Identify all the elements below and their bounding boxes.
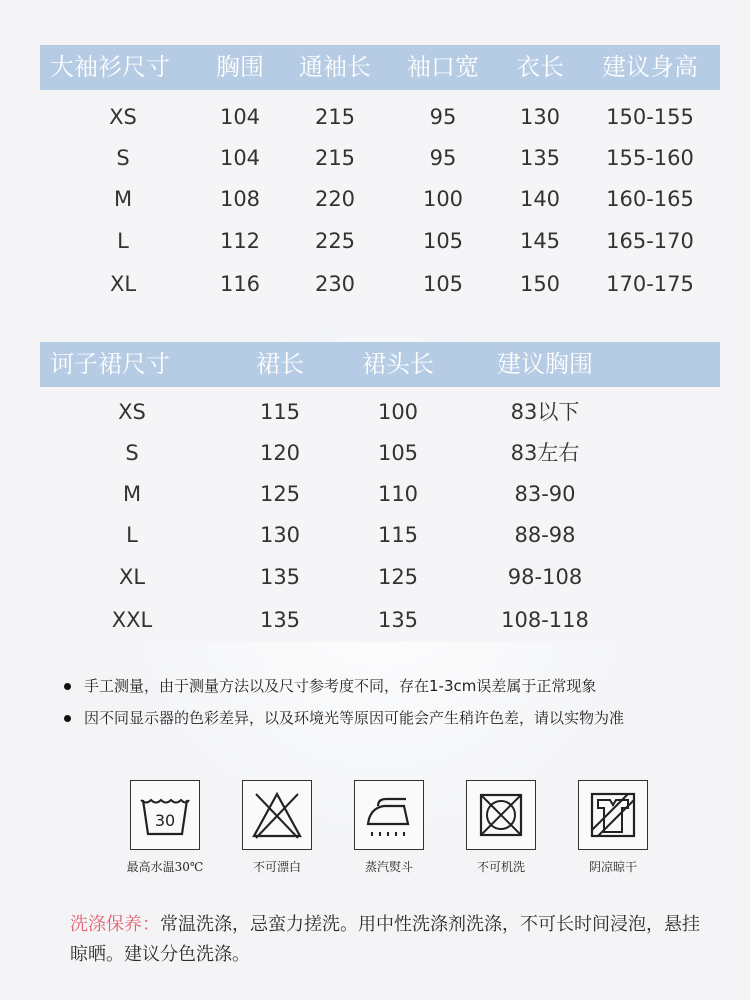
header-cell: 裙头长 — [362, 350, 434, 378]
table-cell: 105 — [422, 229, 464, 253]
bullet-icon — [64, 683, 71, 690]
header-cell: 大袖衫尺寸 — [50, 53, 170, 81]
table-cell: 150-155 — [606, 105, 694, 129]
no-bleach-icon — [242, 780, 312, 850]
table-cell: 215 — [314, 105, 356, 129]
skirt-size-table — [40, 342, 720, 642]
table-cell: 104 — [219, 146, 261, 170]
table-cell: 108 — [219, 187, 261, 211]
washing-tag: 洗涤保养： — [70, 914, 160, 935]
table-cell: 225 — [314, 229, 356, 253]
table-cell: 220 — [314, 187, 356, 211]
table-cell: 170-175 — [606, 272, 694, 296]
table-row — [40, 515, 720, 555]
table-cell: XS — [118, 400, 146, 424]
header-cell: 胸围 — [216, 53, 264, 81]
table-cell: 95 — [429, 146, 457, 170]
header-cell: 衣长 — [516, 53, 564, 81]
table-cell: 130 — [259, 523, 301, 547]
table-row — [40, 138, 720, 178]
header-cell: 建议胸围 — [497, 350, 593, 378]
table-row — [40, 392, 720, 432]
washing-instructions — [70, 910, 710, 970]
table-cell: 83-90 — [514, 482, 576, 506]
table-cell: 83以下 — [510, 400, 580, 424]
table-cell: 115 — [377, 523, 419, 547]
no-machine-wash-icon — [466, 780, 536, 850]
skirt-table-header — [40, 342, 720, 387]
list-item — [62, 670, 722, 702]
care-label: 阴凉晾干 — [588, 860, 637, 874]
table-cell: XXL — [111, 608, 153, 632]
header-cell: 裙长 — [256, 350, 304, 378]
table-cell: 108-118 — [501, 608, 589, 632]
table-cell: 135 — [259, 608, 301, 632]
top-table-header — [40, 45, 720, 90]
table-cell: L — [117, 229, 129, 253]
washing-text: 常温洗涤，忌蛮力搓洗。用中性洗涤剂洗涤，不可长时间浸泡，悬挂晾晒。建议分色洗涤。 — [70, 914, 700, 965]
table-cell: 98-108 — [507, 565, 583, 589]
table-cell: 105 — [377, 441, 419, 465]
table-row — [40, 264, 720, 304]
care-label: 最高水温30℃ — [126, 860, 204, 874]
table-cell: 83左右 — [510, 441, 580, 465]
table-cell: 215 — [314, 146, 356, 170]
table-cell: 115 — [259, 400, 301, 424]
table-row — [40, 97, 720, 137]
table-cell: 130 — [519, 105, 561, 129]
table-cell: XS — [109, 105, 137, 129]
table-cell: 95 — [429, 105, 457, 129]
table-row — [40, 433, 720, 473]
table-cell: 135 — [519, 146, 561, 170]
table-cell: S — [116, 146, 130, 170]
top-size-table — [40, 45, 720, 313]
table-row — [40, 600, 720, 640]
header-cell: 通袖长 — [299, 53, 371, 81]
header-cell: 诃子裙尺寸 — [50, 350, 170, 378]
table-cell: 140 — [519, 187, 561, 211]
table-cell: 160-165 — [606, 187, 694, 211]
bullet-icon — [64, 715, 71, 722]
table-cell: 135 — [377, 608, 419, 632]
care-item-wash — [110, 780, 220, 875]
table-cell: 100 — [377, 400, 419, 424]
care-item-iron — [334, 780, 444, 875]
table-cell: 105 — [422, 272, 464, 296]
table-cell: XL — [118, 565, 146, 589]
wash-30-icon — [130, 780, 200, 850]
care-label: 蒸汽熨斗 — [364, 860, 413, 874]
table-cell: 120 — [259, 441, 301, 465]
table-cell: 125 — [259, 482, 301, 506]
table-cell: 104 — [219, 105, 261, 129]
table-cell: 116 — [219, 272, 261, 296]
table-cell: M — [113, 187, 133, 211]
table-row — [40, 474, 720, 514]
table-cell: L — [126, 523, 138, 547]
table-cell: 88-98 — [514, 523, 576, 547]
notes-list — [62, 670, 722, 734]
table-cell: 135 — [259, 565, 301, 589]
table-cell: XL — [109, 272, 137, 296]
table-cell: 145 — [519, 229, 561, 253]
table-row — [40, 179, 720, 219]
care-label: 不可机洗 — [476, 860, 525, 874]
care-label: 不可漂白 — [252, 860, 301, 874]
table-cell: 125 — [377, 565, 419, 589]
table-cell: 100 — [422, 187, 464, 211]
care-item-dry — [558, 780, 668, 875]
note-text: 手工测量，由于测量方法以及尺寸参考度不同，存在1-3cm误差属于正常现象 — [84, 677, 597, 695]
table-cell: 230 — [314, 272, 356, 296]
care-item-machine-wash — [446, 780, 556, 875]
care-item-bleach — [222, 780, 332, 875]
svg-text:30: 30 — [154, 811, 176, 830]
table-cell: S — [125, 441, 139, 465]
table-cell: 155-160 — [606, 146, 694, 170]
table-cell: M — [122, 482, 142, 506]
header-cell: 建议身高 — [602, 53, 698, 81]
table-cell: 150 — [519, 272, 561, 296]
shade-dry-icon — [578, 780, 648, 850]
list-item — [62, 702, 722, 734]
steam-iron-icon — [354, 780, 424, 850]
table-cell: 165-170 — [606, 229, 694, 253]
table-row — [40, 221, 720, 261]
table-cell: 110 — [377, 482, 419, 506]
table-row — [40, 557, 720, 597]
note-text: 因不同显示器的色彩差异，以及环境光等原因可能会产生稍许色差，请以实物为准 — [84, 709, 625, 727]
table-cell: 112 — [219, 229, 261, 253]
header-cell: 袖口宽 — [407, 53, 479, 81]
